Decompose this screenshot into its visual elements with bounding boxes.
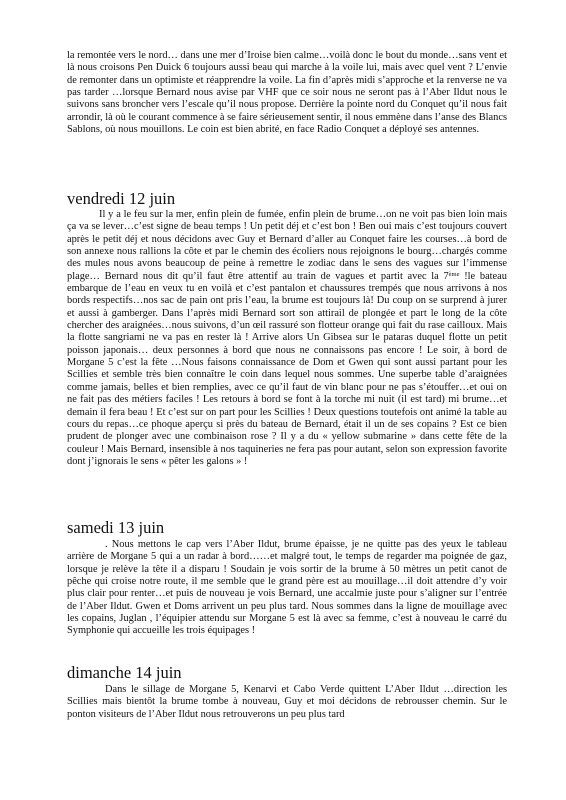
intro-paragraph: la remontée vers le nord… dans une mer d’Iroise bien calme…voilà donc le bout du monde…sans vent et là nous croisons Pen Duick 6 toujours aussi beau qui marche à la voile lui, mais avec quel vent ? L’envie de remonter dans un optimiste et réapprendre la voile. La fin d’après midi s’approche et la renverse ne va pas tarder …lorsque Bernard nous avise par VHF que ce soir nous ne seront pas à l’Aber Ildut nous le suivons sans broncher vers l’escale qu’il nous propose. Derrière la pointe nord du Conquet qu’il nous fait arrondir, là où le courant commence à se faire sérieusement sentir, il nous emmène dans l’anse des Blancs Sablons, où nous mouillons. Le coin est bien abrité, en face Radio Conquet a déployé ses antennes. bbox=[67, 50, 507, 136]
paragraph-vendredi-part1: Il y a le feu sur la mer, enfin plein de fumée, enfin plein de brume…on ne voit pas bien loin mais ça va se lever…c’est signe de beau temps ! Un petit déj et c’est bon ! Ben oui mais c’est toujours couvert après le petit déj et nous décidons avec Guy et Bernard d’aller au Conquet faire les courses…à bord de son annexe nous rallions la côte et par le chemin des écoliers nous rejoignons le bourg…chargés comme des mules nous avons beaucoup de peine à remettre le zodiac dans le sens des vagues sur l’immense plage… Bernard nous dit qu’il faut être attentif au train de vagues et partit avec la 7 bbox=[67, 209, 507, 282]
heading-dimanche: dimanche 14 juin bbox=[67, 663, 182, 682]
heading-samedi: samedi 13 juin bbox=[67, 518, 165, 537]
heading-vendredi: vendredi 12 juin bbox=[67, 189, 176, 208]
paragraph-dimanche: Dans le sillage de Morgane 5, Kenarvi et Cabo Verde quittent L’Aber Ildut …direction les Scillies mais bientôt la brume tombe à nouveau, Guy et moi décidons de rebrousser chemin. Sur le ponton visiteurs de l’Aber Ildut nous retrouverons un peu plus tard bbox=[67, 684, 507, 720]
ordinal-superscript: ème bbox=[448, 270, 460, 278]
paragraph-vendredi-part2: !le bateau embarque de l’eau en veux tu en voilà et c’est pantalon et chaussures trempés que nous arrivons à nos bords respectifs…nos sac de pain ont pris l’eau, la brume est toujours là! Du coup on se surprend à jurer et aussi à gamberger. Dans l’après midi Bernard sort son attirail de plongée et part le long de la côte chercher des araignées…nous suivons, d’un œil rassuré son flotteur orange qui fait du rase cailloux. Mais la flotte sangriami ne va pas en rester là ! Arrive alors Un Gibsea sur le pataras duquel flotte un petit poisson japonais… deux personnes à bord que nous ne connaissons pas encore ! Le soir, à bord de Morgane 5 c’est la fête …Nous faisons connaissance de Dom et Gwen qui sont aussi partant pour les Scillies et semble très bien connaître le coin dans lequel nous sommes. Une superbe table d’araignées comme jamais, belles et bien remplies, avec ce qu’il faut de vin blanc pour ne pas s’étouffer…et oui on ne fait pas des métiers faciles ! Les retours à bord se font à la torche mi nuit (il est tard) mi brume…et demain il fera beau ! Et c’est sur on part pour les Scillies ! Deux questions toutefois ont animé la table au cours du repas…ce phoque aperçu si près du bateau de Bernard, était il un de ses copains ? Est ce bien prudent de plonger avec une combinaison rose ? Il y a du « yellow submarine » dans cette fête de la couleur ! Mais Bernard, insensible à nos taquineries ne fera pas pour autant, selon son expression favorite dont j’ignorais le sens « pêter les galons » ! bbox=[67, 270, 507, 467]
paragraph-vendredi bbox=[67, 209, 507, 468]
paragraph-samedi: . Nous mettons le cap vers l’Aber Ildut, brume épaisse, je ne quitte pas des yeux le tableau arrière de Morgane 5 qui a un radar à bord……et malgré tout, le temps de regarder ma poignée de gaz, lorsque je relève la tête il a disparu ! Soudain je vois sortir de la brume à 50 mètres un petit canot de pêche qui croise notre route, il me semble que le grand père est au mouillage…il doit attendre d’y voir plus clair pour renter…et puis de nouveau je vois Bernard, une accalmie juste pour s’aligner sur l’entrée de l’Aber Ildut. Gwen et Doms arrivent un peu plus tard. Nous sommes dans la ligne de mouillage avec les copains, Juglan , l’équipier attendu sur Morgane 5 est là avec sa femme, c’est à nouveau le carré du Symphonie qui accueille les trois équipages ! bbox=[67, 539, 507, 637]
